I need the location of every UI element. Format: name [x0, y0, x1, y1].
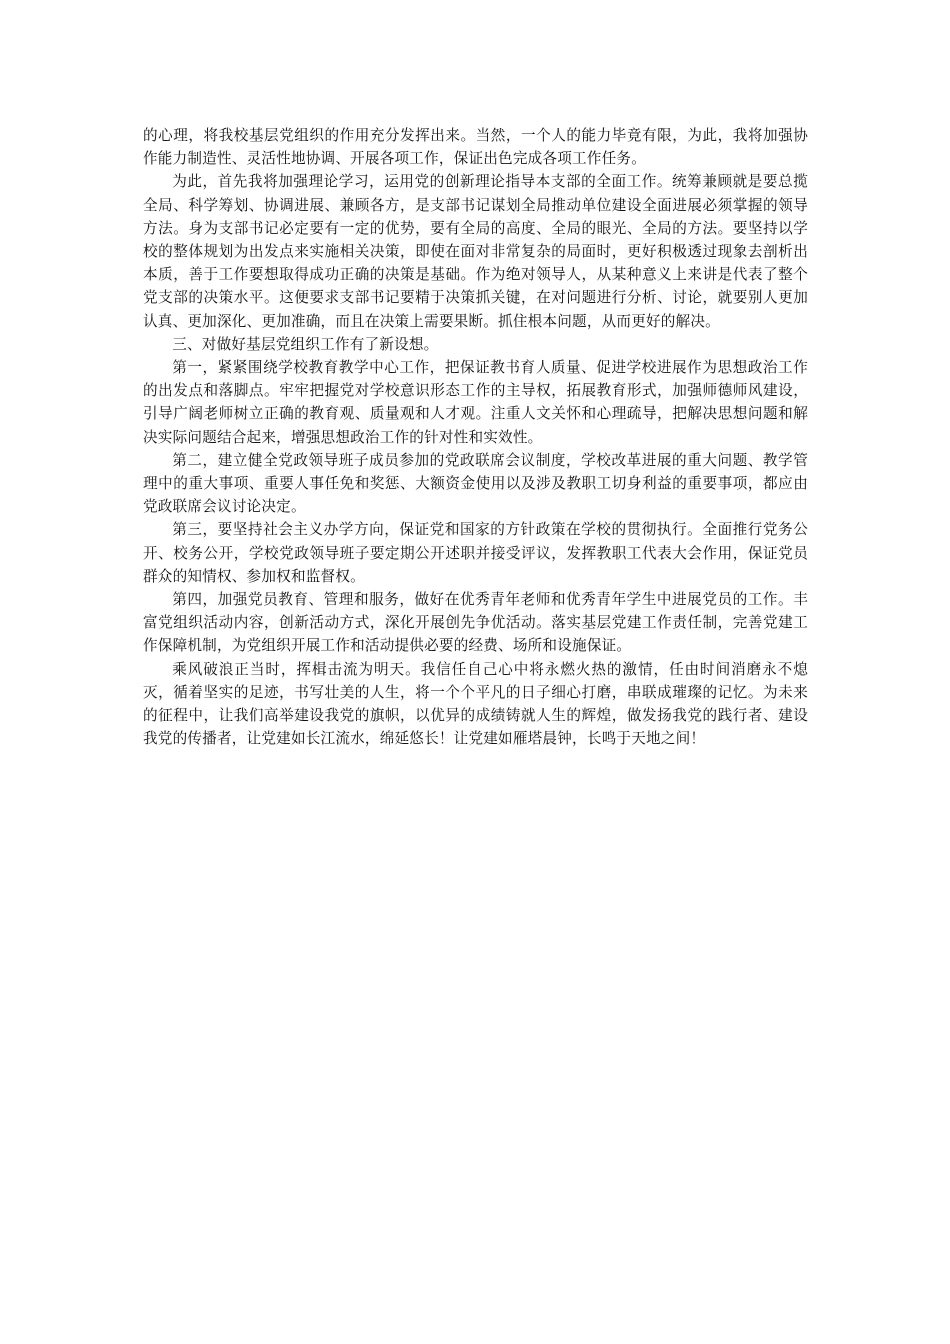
paragraph-continuation: 的心理，将我校基层党组织的作用充分发挥出来。当然，一个人的能力毕竟有限，为此，我将加强协作能力制造性、灵活性地协调、开展各项工作，保证出色完成各项工作任务。 — [143, 127, 808, 168]
paragraph-point-one: 第一，紧紧围绕学校教育教学中心工作，把保证教书育人质量、促进学校进展作为思想政治工作的出发点和落脚点。牢牢把握党对学校意识形态工作的主导权，拓展教育形式，加强师德师风建设，引导广阔老师树立正确的教育观、质量观和人才观。注重人文关怀和心理疏导，把解决思想问题和解决实际问题结合起来，增强思想政治工作的针对性和实效性。 — [143, 359, 808, 446]
paragraph-point-four: 第四，加强党员教育、管理和服务，做好在优秀青年老师和优秀青年学生中进展党员的工作。丰富党组织活动内容，创新活动方式，深化开展创先争优活动。落实基层党建工作责任制，完善党建工作保障机制，为党组织开展工作和活动提供必要的经费、场所和设施保证。 — [143, 591, 808, 655]
section-heading-three: 三、对做好基层党组织工作有了新设想。 — [172, 335, 439, 353]
paragraph-point-two: 第二，建立健全党政领导班子成员参加的党政联席会议制度，学校改革进展的重大问题、教学管理中的重大事项、重要人事任免和奖惩、大额资金使用以及涉及教职工切身利益的重要事项，都应由党政联席会议讨论决定。 — [143, 451, 808, 516]
paragraph-closing: 乘风破浪正当时，挥楫击流为明天。我信任自己心中将永燃火热的激情，任由时间消磨永不熄灭，循着坚实的足迹，书写壮美的人生，将一个个平凡的日子细心打磨，串联成璀璨的记忆。为未来的征程中，让我们高举建设我党的旗帜，以优异的成绩铸就人生的辉煌，做发扬我党的践行者、建设我党的传播者，让党建如长江流水，绵延悠长！让党建如雁塔晨钟，长鸣于天地之间！ — [143, 660, 808, 748]
document-body — [143, 124, 808, 750]
paragraph-theory-study: 为此，首先我将加强理论学习，运用党的创新理论指导本支部的全面工作。统筹兼顾就是要总揽全局、科学筹划、协调进展、兼顾各方，是支部书记谋划全局推动单位建设全面进展必须掌握的领导方法。身为支部书记必定要有一定的优势，要有全局的高度、全局的眼光、全局的方法。要坚持以学校的整体规划为出发点来实施相关决策，即使在面对非常复杂的局面时，更好积极透过现象去剖析出本质，善于工作要想取得成功正确的决策是基础。作为绝对领导人，从某种意义上来讲是代表了整个党支部的决策水平。这便要求支部书记要精于决策抓关键，在对问题进行分析、讨论，就要别人更加认真、更加深化、更加准确，而且在决策上需要果断。抓住根本问题，从而更好的解决。 — [143, 173, 808, 330]
paragraph-point-three: 第三，要坚持社会主义办学方向，保证党和国家的方针政策在学校的贯彻执行。全面推行党务公开、校务公开，学校党政领导班子要定期公开述职并接受评议，发挥教职工代表大会作用，保证党员群众的知情权、参加权和监督权。 — [143, 521, 808, 585]
